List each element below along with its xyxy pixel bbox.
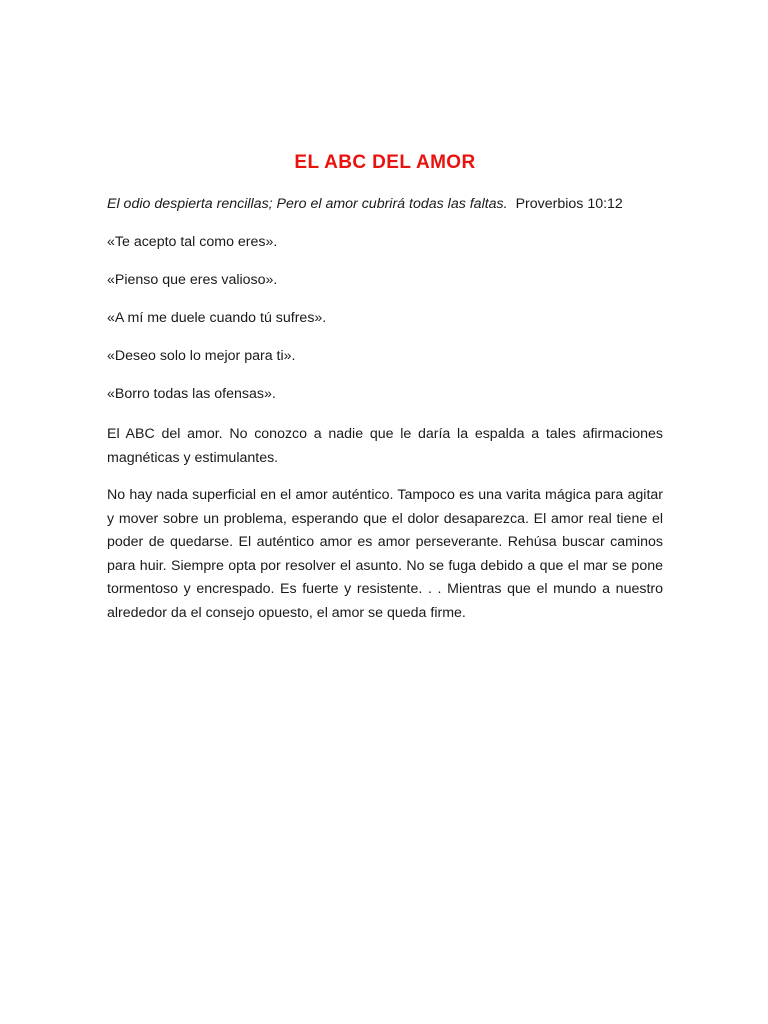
verse <box>107 195 663 213</box>
affirmation-4: «Deseo solo lo mejor para ti». <box>107 348 296 364</box>
verse-reference: Proverbios 10:12 <box>515 196 623 212</box>
page-title: EL ABC DEL AMOR <box>294 152 476 173</box>
document-content <box>107 150 663 639</box>
paragraph-1: El ABC del amor. No conozco a nadie que le daría la espalda a tales afirmaciones magnéticas y estimulantes. <box>107 426 663 466</box>
verse-text: El odio despierta rencillas; Pero el amor cubrirá todas las faltas. <box>107 196 508 212</box>
affirmation-1: «Te acepto tal como eres». <box>107 234 278 250</box>
paragraph-2: No hay nada superficial en el amor auténtico. Tampoco es una varita mágica para agitar y mover sobre un problema, esperando que el dolor desaparezca. El amor real tiene el poder de quedarse. El auténtico amor es amor perseverante. Rehúsa buscar caminos para huir. Siempre opta por resolver el asunto. No se fuga debido a que el mar se pone tormentoso y encrespado. Es fuerte y resistente. . . Mientras que el mundo a nuestro alrededor da el consejo opuesto, el amor se queda firme. <box>107 487 663 621</box>
affirmation-3: «A mí me duele cuando tú sufres». <box>107 310 327 326</box>
affirmation-2: «Pienso que eres valioso». <box>107 272 278 288</box>
affirmation-5: «Borro todas las ofensas». <box>107 386 276 402</box>
